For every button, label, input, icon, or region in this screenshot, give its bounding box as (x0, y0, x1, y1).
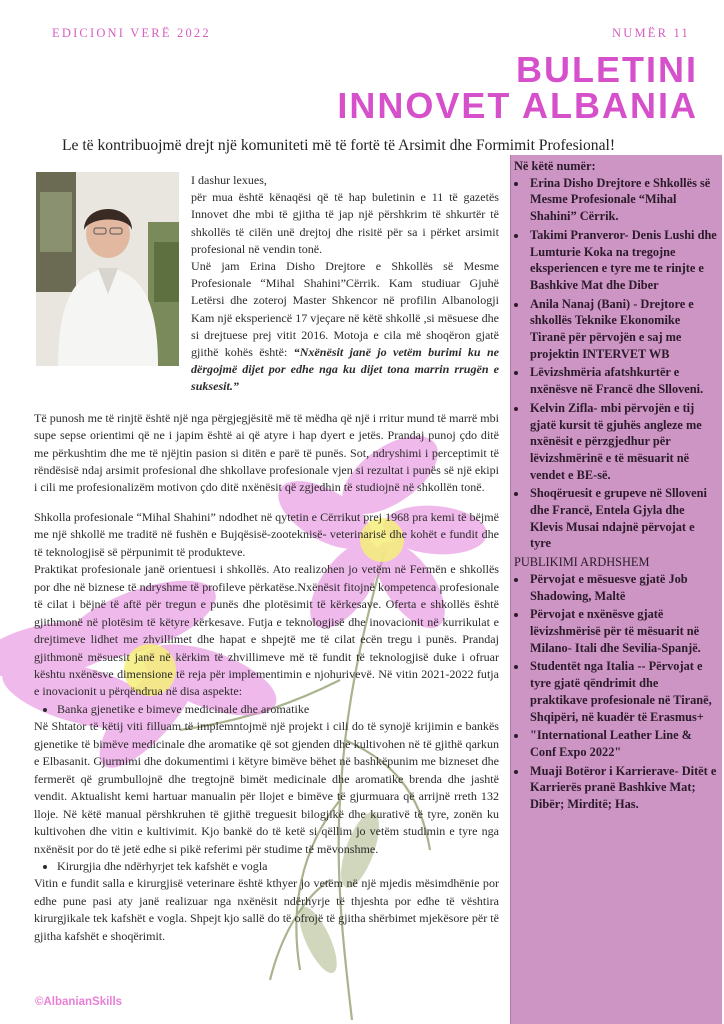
issue-item: • Anila Nanaj (Bani) - Drejtore e shkollës Teknike Ekonomike Tiranë për përvojën e saj me projektin INTERVET WB (528, 296, 717, 363)
body-paragraph: Praktikat profesionale janë orientuesi i shkollës. Ato realizohen jo vetëm në Fermën e shkollës por dhe në biznese të ndryshme të profileve përkatëse.Nxënësit fitojnë kompetenca profesionale të cilat i bëjnë të aftë për tregun e punës dhe plotësimit të kërkesave. Oferta e shkollës është gjithmonë në plotësim të këtyre kërkesave. Futja e teknologjisë dhe inovacionit në kurrikulat e drejtimeve lidhet me zhvillimet dhe hapat e shpejtë me të cilat ecën tregu i punës. Prandaj gjithmonë mësuesit janë në kërkim të zhvillimeve më të fundit të teknologjisë duke i ofruar kështu nxënësve dimensione të reja për implementimin e njohurivevë. Në vitin 2021-2022 futja e inovacionit u përqëndrua në disa aspekte: (34, 562, 499, 699)
upcoming-item: • "International Leather Line & Conf Expo 2022" (528, 727, 717, 760)
bullet-list (34, 701, 499, 718)
bullet-list (34, 858, 499, 875)
newsletter-title-line2: INNOVET ALBANIA (337, 85, 698, 126)
author-bio (191, 258, 499, 396)
intro-block (34, 160, 499, 396)
intro-paragraph: për mua është kënaqësi që të hap buletinin e 11 të gazetës Innovet dhe mbi të gjitha të jap një përshkrim të shkurtër të shkollës të cilën unë drejtoj dhe risitë për sa i përket arsimit profesional në vendin tonë. (191, 190, 499, 256)
issue-item: • Erina Disho Drejtore e Shkollës së Mesme Profesionale “Mihal Shahini” Cërrik. (528, 175, 717, 225)
issue-number: NUMËR 11 (612, 26, 690, 40)
upcoming-item: • Studentët nga Italia -- Përvojat e tyre gjatë qëndrimit dhe praktikave profesionale në Tiranë, Shqipëri, në kuadër të Erasmus+ (528, 658, 717, 725)
upcoming-item: • Përvojat e mësuesve gjatë Job Shadowing, Maltë (528, 571, 717, 604)
upcoming-item: • Përvojat e nxënësve gjatë lëvizshmërisë për të mësuarit në Milano- Itali dhe Sevilia-Spanjë. (528, 606, 717, 656)
motto: “Nxënësit janë jo vetëm burimi ku ne dërgojmë dijet por edhe nga ku dijet tona marrin rrugën e suksesit.” (191, 345, 500, 394)
bullet-item: • Kirurgjia dhe ndërhyrjet tek kafshët e vogla (57, 858, 499, 875)
upcoming-list (514, 571, 717, 813)
main-article (34, 160, 499, 945)
body-paragraph: Të punosh me të rinjtë është një nga përgjegjësitë më të mëdha që një i rritur mund të marrë mbi supe sepse orientimi që ne i japim është ai që atyre i hap dyert e jetës. Prandaj punoj çdo ditë me përkushtim dhe me të njëjtin pasion si ditën e parë të punës. Sot, ndryshimi i perceptimit të rëndësisë ndaj arsimit profesional dhe shkollave profesionale vjen si rezultat i punës së një ekipi i cili me profesionalizëm motivon çdo ditë nxënësit që zgjedhin të studiojnë në shkollën tonë. (34, 410, 499, 495)
issue-item: • Lëvizshmëria afatshkurtër e nxënësve në Francë dhe Slloveni. (528, 364, 717, 397)
bullet-item: • Banka gjenetike e bimeve medicinale dhe aromatike (57, 701, 499, 718)
tagline: Le të kontribuojmë drejt një komuniteti më të fortë të Arsimit dhe Formimit Profesional! (62, 137, 616, 154)
sidebar-content (514, 158, 717, 815)
edition-label: EDICIONI VERË 2022 (52, 26, 211, 40)
issue-item: • Kelvin Zifla- mbi përvojën e tij gjatë kursit të gjuhës angleze me nxënësit e përzgjedhur për lëvizshmërinë e të mësuarit në vendet e BE-së. (528, 400, 717, 484)
greeting: I dashur lexues, (191, 173, 267, 187)
issue-item: • Takimi Pranveror- Denis Lushi dhe Lumturie Koka na tregojne eksperiencen e tyre me te rinjte e Bashkive Mat dhe Diber (528, 227, 717, 294)
sidebar-heading: Në këtë numër: (514, 159, 596, 173)
body-paragraph: Në Shtator të këtij viti filluam të implemntojmë një projekt i cili do të synojë krijimin e bankës gjenetike të bimëve medicinale dhe aromatike që sot gjenden dhe kultivohen në të gjithë qarkun e Elbasanit. Gjurmimi dhe dokumentimi i këtyre bimëve bëhet në bashkëpunim me bizneset dhe fermerët që grumbullojnë dhe tregtojnë bimët medicinale dhe aromatike brenda dhe jashtë vendit. Aktualisht kemi hartuar manualin për llojet e bimëve të gjurmuara që arrijnë rreth 132 lloje. Në këtë manual përshkruhen të gjithë treguesit bilogjikë dhe kurativë të tyre, zonën ku kultivohen dhe vitin e kultivimit. Kjo bankë do të ketë si qëllim jo vetëm studimin e tyre nga nxënësit por do të jetë edhe si pikë referimi për studime të mëvonshme. (34, 719, 499, 856)
footer-credit: ©AlbanianSkills (35, 996, 123, 1008)
upcoming-heading: PUBLIKIMI ARDHSHEM (514, 555, 650, 570)
in-this-issue-list (514, 175, 717, 552)
author-bio-text: Unë jam Erina Disho Drejtore e Shkollës së Mesme Profesionale “Mihal Shahini”Cërrik. Kam studiuar Gjuhë Letërsi dhe zoteroj Master Shkencor në profilin Albanologji Kam një eksperiencë 17 vjeçare në këtë shkollë ,si mësuese dhe si drejtuese prej vitit 2016. Motoja e cila më shoqëron gjatë gjithë kohës është: (191, 259, 499, 360)
body-paragraph: Shkolla profesionale “Mihal Shahini” ndodhet në qytetin e Cërrikut prej 1968 pra kemi të bëjmë me një shkollë me traditë në fushën e Bujqësisë-zooteknisë- veterinarisë dhe kohët e fundit dhe të teknologjisë së përpunimit të produkteve. (34, 509, 499, 559)
body-paragraph: Vitin e fundit salla e kirurgjisë veterinare është kthyer jo vetëm në një mjedis mësimdhënie por edhe pune pasi aty janë realizuar nga nxënësit ndërhyrje të thjeshta por edhe të vështira kirurgjikale tek kafshët e vogla. Shpejt kjo sallë do të ofrojë të gjitha shërbimet mjekësore për të gjitha kafshët e shoqërimit. (34, 876, 499, 943)
issue-item: • Shoqëruesit e grupeve në Slloveni dhe Francë, Entela Gjyla dhe Klevis Musai ndajnë përvojat e tyre (528, 485, 717, 552)
newsletter-title-line1: BULETINI (516, 49, 698, 90)
upcoming-item: • Muaji Botëror i Karrierave- Ditët e Karrierës pranë Bashkive Mat; Dibër; Mirditë; Has. (528, 763, 717, 813)
